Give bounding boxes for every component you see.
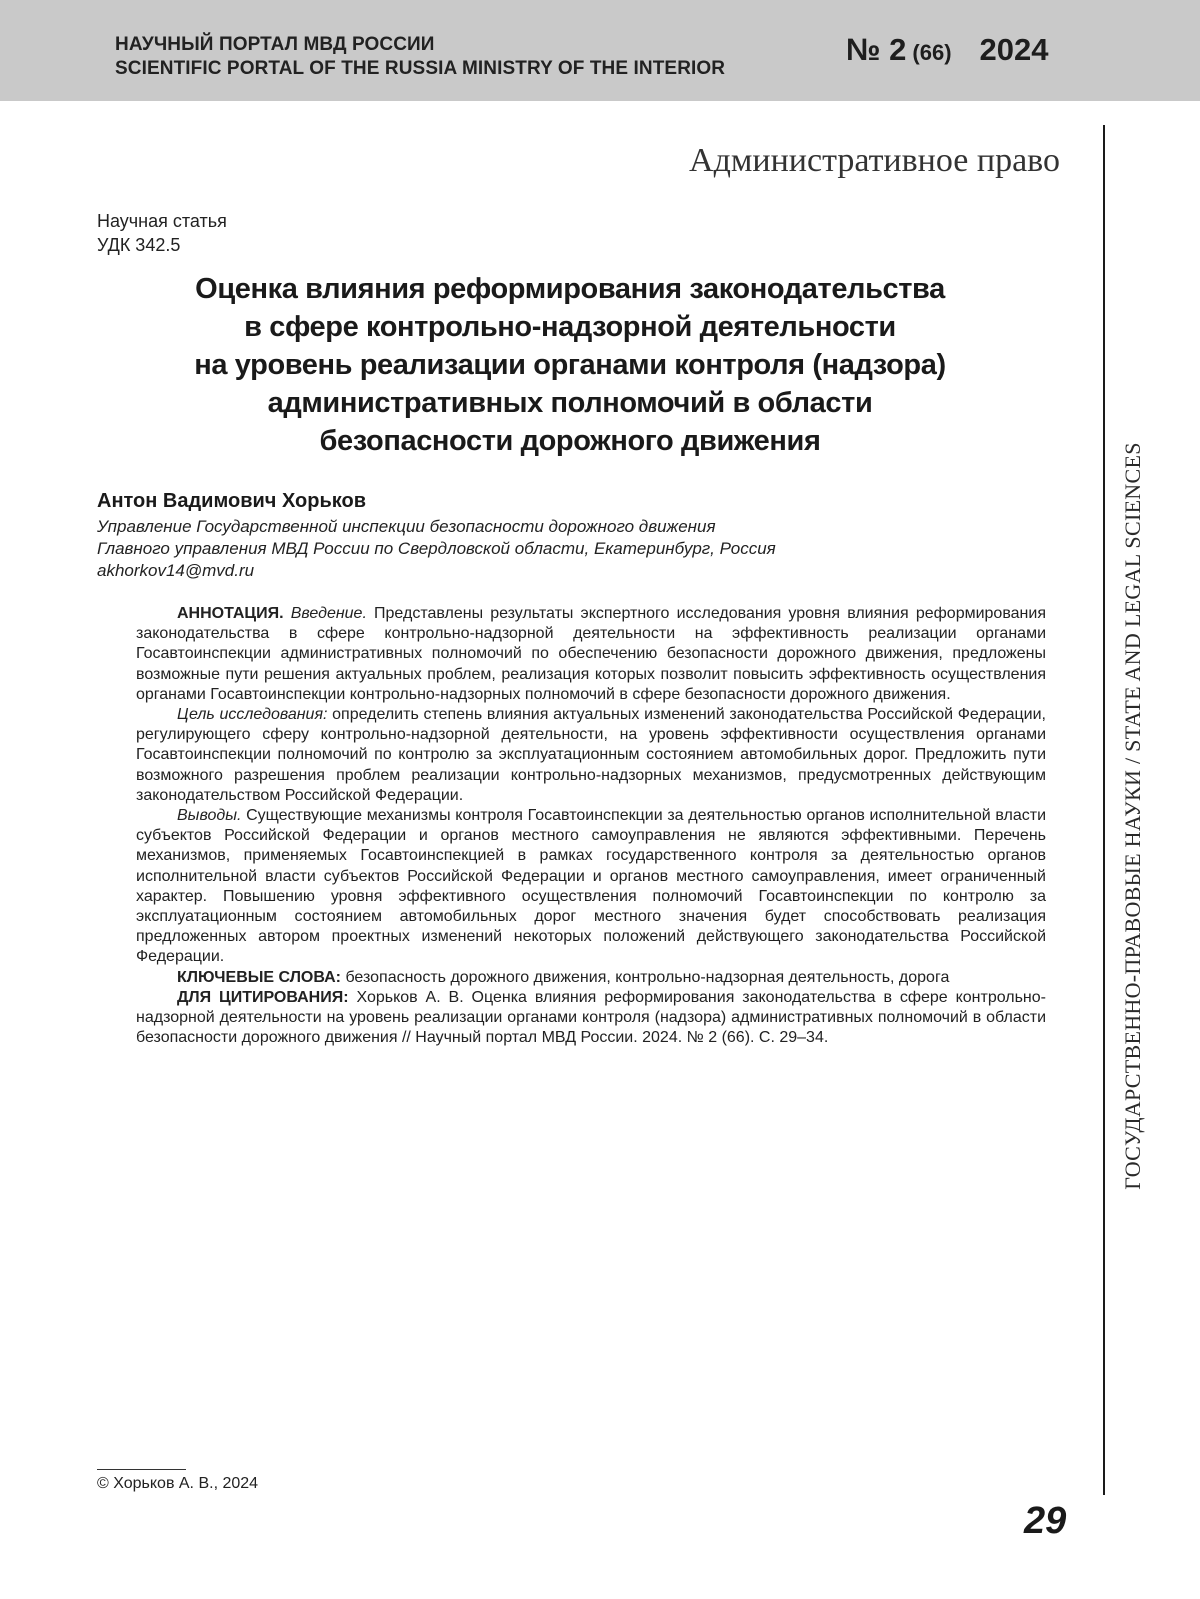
keywords-label: КЛЮЧЕВЫЕ СЛОВА:	[177, 968, 341, 986]
intro-text: Представлены результаты экспертного исследования уровня влияния реформирования законодательства в сфере контрольно-надзорной деятельности на эффективность реализации органами Госавтоинспекции административных полномочий по обеспечению безопасности дорожного движения, предложены возможные пути решения актуальных проблем, реализация которых позволит повысить эффективность осуществления органами Госавтоинспекции контрольно-надзорных полномочий в сфере безопасности дорожного движения.	[136, 605, 1046, 703]
vertical-divider	[1103, 125, 1105, 1495]
journal-header	[0, 0, 1200, 101]
issue-volume: (66)	[912, 40, 952, 65]
author-name: Антон Вадимович Хорьков	[97, 490, 367, 512]
abstract-label: АННОТАЦИЯ.	[177, 605, 284, 622]
section-title: Административное право	[689, 142, 1060, 179]
title-line: безопасности дорожного движения	[319, 425, 821, 457]
abstract	[136, 604, 1046, 1048]
journal-name-ru: НАУЧНЫЙ ПОРТАЛ МВД РОССИИ	[115, 34, 435, 55]
page-number: 29	[1024, 1500, 1067, 1542]
author-affiliation: Главного управления МВД России по Свердловской области, Екатеринбург, Россия	[97, 539, 776, 558]
side-caption: ГОСУДАРСТВЕННО-ПРАВОВЫЕ НАУКИ / STATE AND LEGAL SCIENCES	[1120, 442, 1145, 1190]
citation-label: ДЛЯ ЦИТИРОВАНИЯ:	[177, 988, 349, 1006]
abstract-goal	[136, 705, 1046, 806]
conclusions-label: Выводы.	[177, 807, 242, 825]
abstract-conclusions	[136, 806, 1046, 968]
article-title	[160, 270, 980, 460]
keywords-text: безопасность дорожного движения, контрольно-надзорная деятельность, дорога	[341, 968, 950, 986]
goal-label: Цель исследования:	[177, 706, 328, 724]
title-line: в сфере контрольно-надзорной деятельности	[244, 311, 896, 343]
goal-text: определить степень влияния актуальных изменений законодательства Российской Федерации, регулирующего сферу контрольно-надзорной деятельности, на уровень эффективности осуществления органами Госавтоинспекции полномочий по контролю за эксплуатационным состоянием автомобильных дорог. Предложить пути возможного разрешения проблем реализации контрольно-надзорных механизмов, предусмотренных действующим законодательством Российской Федерации.	[136, 706, 1046, 804]
author-affiliation: Управление Государственной инспекции безопасности дорожного движения	[97, 517, 716, 536]
citation-text: Хорьков А. В. Оценка влияния реформирования законодательства в сфере контрольно-надзорной деятельности на уровень реализации органами контроля (надзора) административных полномочий в области безопасности дорожного движения // Научный портал МВД России. 2024. № 2 (66). С. 29–34.	[136, 988, 1046, 1047]
article-udk: УДК 342.5	[97, 235, 181, 255]
author-email: akhorkov14@mvd.ru	[97, 561, 255, 580]
issue-number: № 2	[846, 32, 907, 67]
journal-name-en: SCIENTIFIC PORTAL OF THE RUSSIA MINISTRY OF THE INTERIOR	[115, 58, 726, 79]
intro-label: Введение.	[290, 605, 367, 622]
abstract-intro	[136, 604, 1046, 705]
abstract-citation	[136, 988, 1046, 1049]
footnote-divider	[97, 1469, 186, 1470]
title-line: административных полномочий в области	[267, 387, 873, 419]
issue-info	[846, 32, 1049, 68]
abstract-keywords	[136, 968, 1046, 988]
conclusions-text: Существующие механизмы контроля Госавтоинспекции за деятельностью органов исполнительной власти субъектов Российской Федерации и органов местного самоуправления не являются эффективными. Перечень механизмов, применяемых Госавтоинспекцией в рамках государственного контроля за деятельностью органов исполнительной власти субъектов Российской Федерации и органов местного самоуправления, имеет ограниченный характер. Повышению уровня эффективного осуществления полномочий Госавтоинспекции по контролю за эксплуатационным состоянием автомобильных дорог местного значения будет способствовать реализация предложенных автором проектных изменений некоторых положений действующего законодательства Российской Федерации.	[136, 807, 1046, 966]
article-type: Научная статья	[97, 211, 227, 231]
copyright: © Хорьков А. В., 2024	[97, 1475, 259, 1492]
title-line: на уровень реализации органами контроля (надзора)	[194, 349, 946, 381]
issue-year: 2024	[979, 32, 1049, 67]
title-line: Оценка влияния реформирования законодательства	[195, 273, 945, 305]
